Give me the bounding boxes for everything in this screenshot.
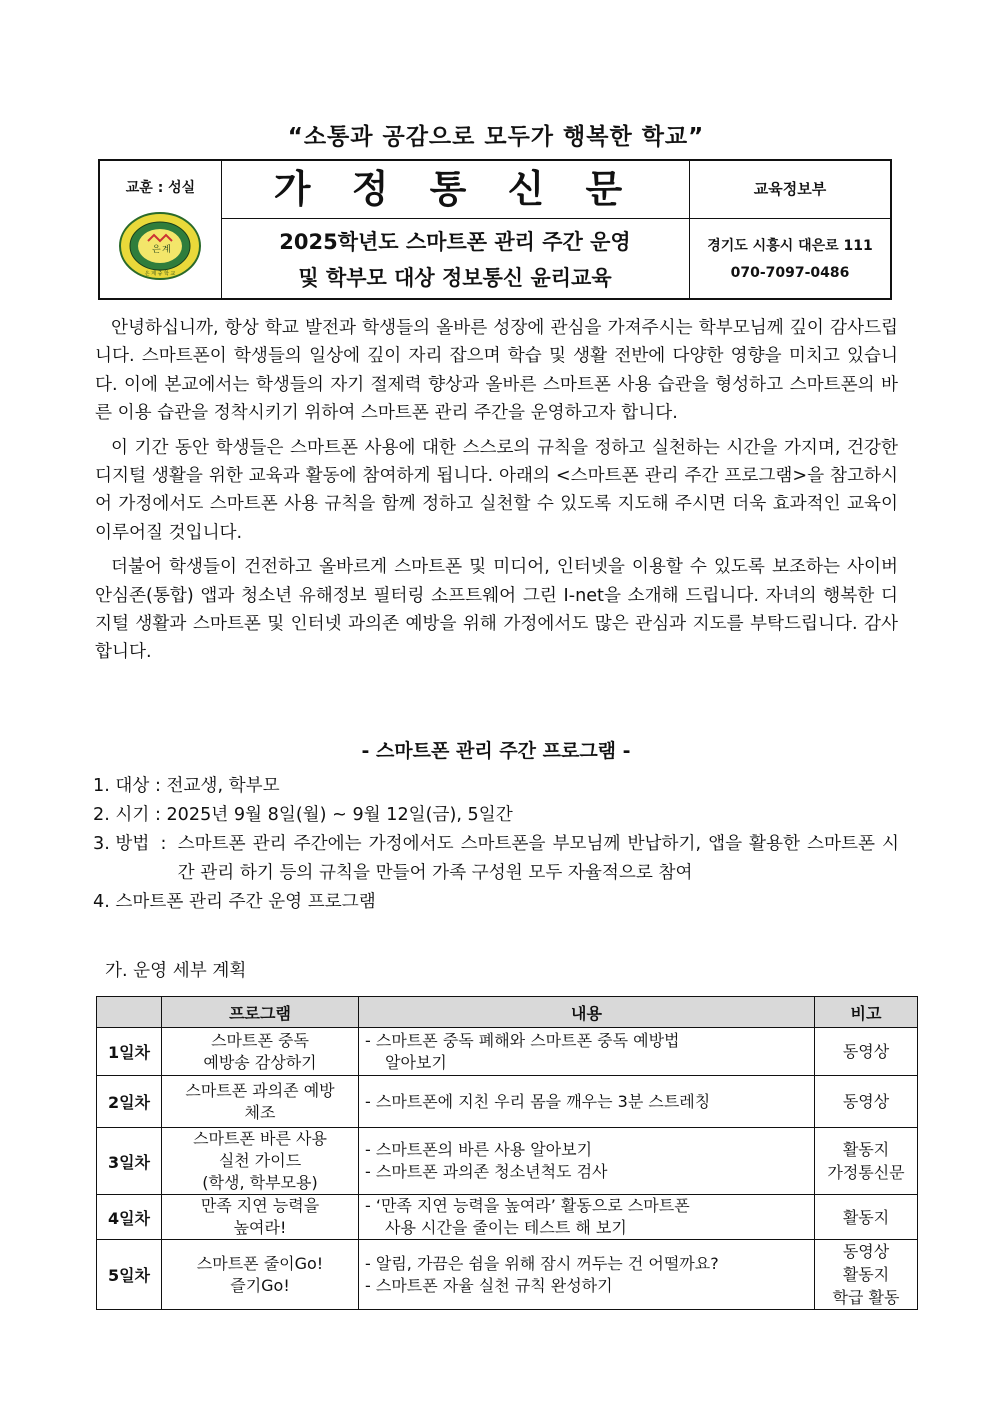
program-title: - 스마트폰 관리 주간 프로그램 - — [361, 740, 631, 762]
period-label: 2. 시기 : — [93, 805, 167, 825]
program-line: 스마트폰 중독 — [211, 1030, 309, 1050]
content-line: 알아보기 — [385, 1052, 447, 1072]
svg-text:은: 은 — [152, 245, 161, 255]
content-line: - 스마트폰 과의존 청소년척도 검사 — [365, 1162, 608, 1181]
method-value: 스마트폰 관리 주간에는 가정에서도 스마트폰을 부모님께 반납하기, 앱을 활용한 스마트폰 시간 관리 하기 등의 규칙을 만들어 가족 구성원 모두 자율적으로 참여 — [177, 834, 899, 883]
program-cell — [162, 1028, 359, 1076]
day-cell: 4일차 — [97, 1195, 162, 1240]
note-line: 활동지 — [842, 1140, 890, 1159]
list-item-method — [93, 830, 899, 888]
program-cell — [162, 1195, 359, 1240]
program-heading: 4. 스마트폰 관리 주간 운영 프로그램 — [93, 892, 376, 912]
motto-cell — [100, 161, 222, 298]
address: 경기도 시흥시 대은로 111 — [707, 238, 873, 254]
contact-info — [690, 233, 890, 287]
header-program: 프로그램 — [162, 997, 359, 1028]
table-row — [97, 1076, 918, 1128]
table-row — [97, 1240, 918, 1310]
header-note: 비고 — [815, 997, 918, 1028]
table-header-row — [97, 997, 918, 1028]
table-row — [97, 1128, 918, 1195]
method-label: 3. 방법 : — [93, 834, 178, 854]
day-cell: 2일차 — [97, 1076, 162, 1128]
svg-text:계: 계 — [162, 245, 171, 255]
program-line: 높여라! — [233, 1218, 287, 1237]
content-line: - 스마트폰에 지친 우리 몸을 깨우는 3분 스트레칭 — [365, 1091, 711, 1111]
content-line: - 스마트폰 중독 폐해와 스마트폰 중독 예방법 — [365, 1030, 680, 1050]
note-line: 동영상 — [842, 1042, 890, 1061]
program-cell — [162, 1128, 359, 1195]
school-emblem-icon — [118, 211, 202, 281]
program-list — [93, 772, 899, 917]
program-cell — [162, 1076, 359, 1128]
content-cell — [359, 1028, 815, 1076]
program-line: 스마트폰 바른 사용 — [193, 1129, 327, 1148]
period-value: 2025년 9월 8일(월) ~ 9월 12일(금), 5일간 — [166, 805, 513, 825]
newsletter-subtitle — [221, 219, 689, 296]
content-cell — [359, 1240, 815, 1310]
content-cell — [359, 1128, 815, 1195]
note-line: 동영상 — [842, 1242, 890, 1261]
newsletter-header — [98, 159, 892, 300]
subtitle-line2: 및 학부모 대상 정보통신 윤리교육 — [298, 266, 612, 290]
note-line: 활동지 — [842, 1265, 890, 1284]
plan-subtitle: 가. 운영 세부 계획 — [105, 961, 247, 981]
paragraph-3: 더불어 학생들이 건전하고 올바르게 스마트폰 및 미디어, 인터넷을 이용할 수 있도록 보조하는 사이버 안심존(통합) 앱과 청소년 유해정보 필터링 소프트웨어 그린 I-net을 소개해 드립니다. 자녀의 행복한 디지털 생활과 스마트폰 및 인터넷 과의존 예방을 위해 가정에서도 많은 관심과 지도를 부탁드립니다. 감사합니다. — [95, 557, 898, 663]
letter-body — [95, 314, 898, 673]
note-cell — [815, 1076, 918, 1128]
note-cell — [815, 1128, 918, 1195]
header-content: 내용 — [359, 997, 815, 1028]
note-line: 학급 활동 — [832, 1288, 900, 1307]
list-item-target — [93, 772, 899, 801]
note-line: 동영상 — [842, 1092, 890, 1111]
content-line: - ‘만족 지연 능력을 높여라’ 활동으로 스마트폰 — [365, 1196, 690, 1215]
list-item-period — [93, 801, 899, 830]
school-motto: 교훈 : 성실 — [125, 180, 196, 196]
newsletter-title: 가 정 통 신 문 — [221, 161, 689, 219]
program-line: 즐기Go! — [230, 1275, 290, 1295]
title-cell — [221, 161, 690, 298]
table-row — [97, 1195, 918, 1240]
program-line: (학생, 학부모용) — [202, 1173, 318, 1192]
phone: 070-7097-0486 — [730, 265, 850, 281]
day-cell: 1일차 — [97, 1028, 162, 1076]
info-cell — [690, 161, 890, 298]
svg-text:은 계 중 학 교: 은 계 중 학 교 — [144, 271, 176, 277]
note-cell — [815, 1195, 918, 1240]
target-label: 1. 대상 : — [93, 776, 167, 796]
target-value: 전교생, 학부모 — [166, 776, 280, 796]
content-cell — [359, 1195, 815, 1240]
paragraph-1: 안녕하십니까, 항상 학교 발전과 학생들의 올바른 성장에 관심을 가져주시는 학부모님께 깊이 감사드립니다. 스마트폰이 학생들의 일상에 깊이 자리 잡으며 학습 및 생활 전반에 다양한 영향을 미치고 있습니다. 이에 본교에서는 학생들의 자기 절제력 향상과 올바른 스마트폰 사용 습관을 형성하고 스마트폰의 바른 이용 습관을 정착시키기 위하여 스마트폰 관리 주간을 운영하고자 합니다. — [95, 318, 898, 424]
program-cell — [162, 1240, 359, 1310]
note-line: 활동지 — [842, 1207, 890, 1227]
slogan: “소통과 공감으로 모두가 행복한 학교” — [287, 124, 705, 150]
note-cell — [815, 1028, 918, 1076]
day-cell: 5일차 — [97, 1240, 162, 1310]
header-day — [97, 997, 162, 1028]
plan-table — [96, 996, 918, 1310]
program-line: 실천 가이드 — [218, 1151, 302, 1170]
content-line: - 스마트폰 자율 실천 규칙 완성하기 — [365, 1275, 613, 1295]
program-line: 예방송 감상하기 — [203, 1052, 317, 1072]
content-line: - 알림, 가끔은 쉼을 위해 잠시 꺼두는 건 어떨까요? — [365, 1253, 719, 1273]
content-cell — [359, 1076, 815, 1128]
content-line: - 스마트폰의 바른 사용 알아보기 — [365, 1140, 593, 1159]
program-line: 만족 지연 능력을 — [200, 1196, 320, 1215]
list-item-program — [93, 888, 899, 917]
program-line: 체조 — [244, 1102, 276, 1122]
day-cell: 3일차 — [97, 1128, 162, 1195]
subtitle-line1: 2025학년도 스마트폰 관리 주간 운영 — [279, 230, 631, 254]
department: 교육정보부 — [690, 161, 890, 219]
paragraph-2: 이 기간 동안 학생들은 스마트폰 사용에 대한 스스로의 규칙을 정하고 실천하는 시간을 가지며, 건강한 디지털 생활을 위한 교육과 활동에 참여하게 됩니다. 아래의 <스마트폰 관리 주간 프로그램>을 참고하시어 가정에서도 스마트폰 사용 규칙을 함께 정하고 실천할 수 있도록 지도해 주시면 더욱 효과적인 교육이 이루어질 것입니다. — [95, 437, 898, 543]
note-cell — [815, 1240, 918, 1310]
table-row — [97, 1028, 918, 1076]
program-line: 스마트폰 줄이Go! — [196, 1253, 324, 1273]
note-line: 가정통신문 — [827, 1163, 905, 1182]
program-line: 스마트폰 과의존 예방 — [185, 1080, 335, 1100]
content-line: 사용 시간을 줄이는 테스트 해 보기 — [385, 1218, 627, 1237]
